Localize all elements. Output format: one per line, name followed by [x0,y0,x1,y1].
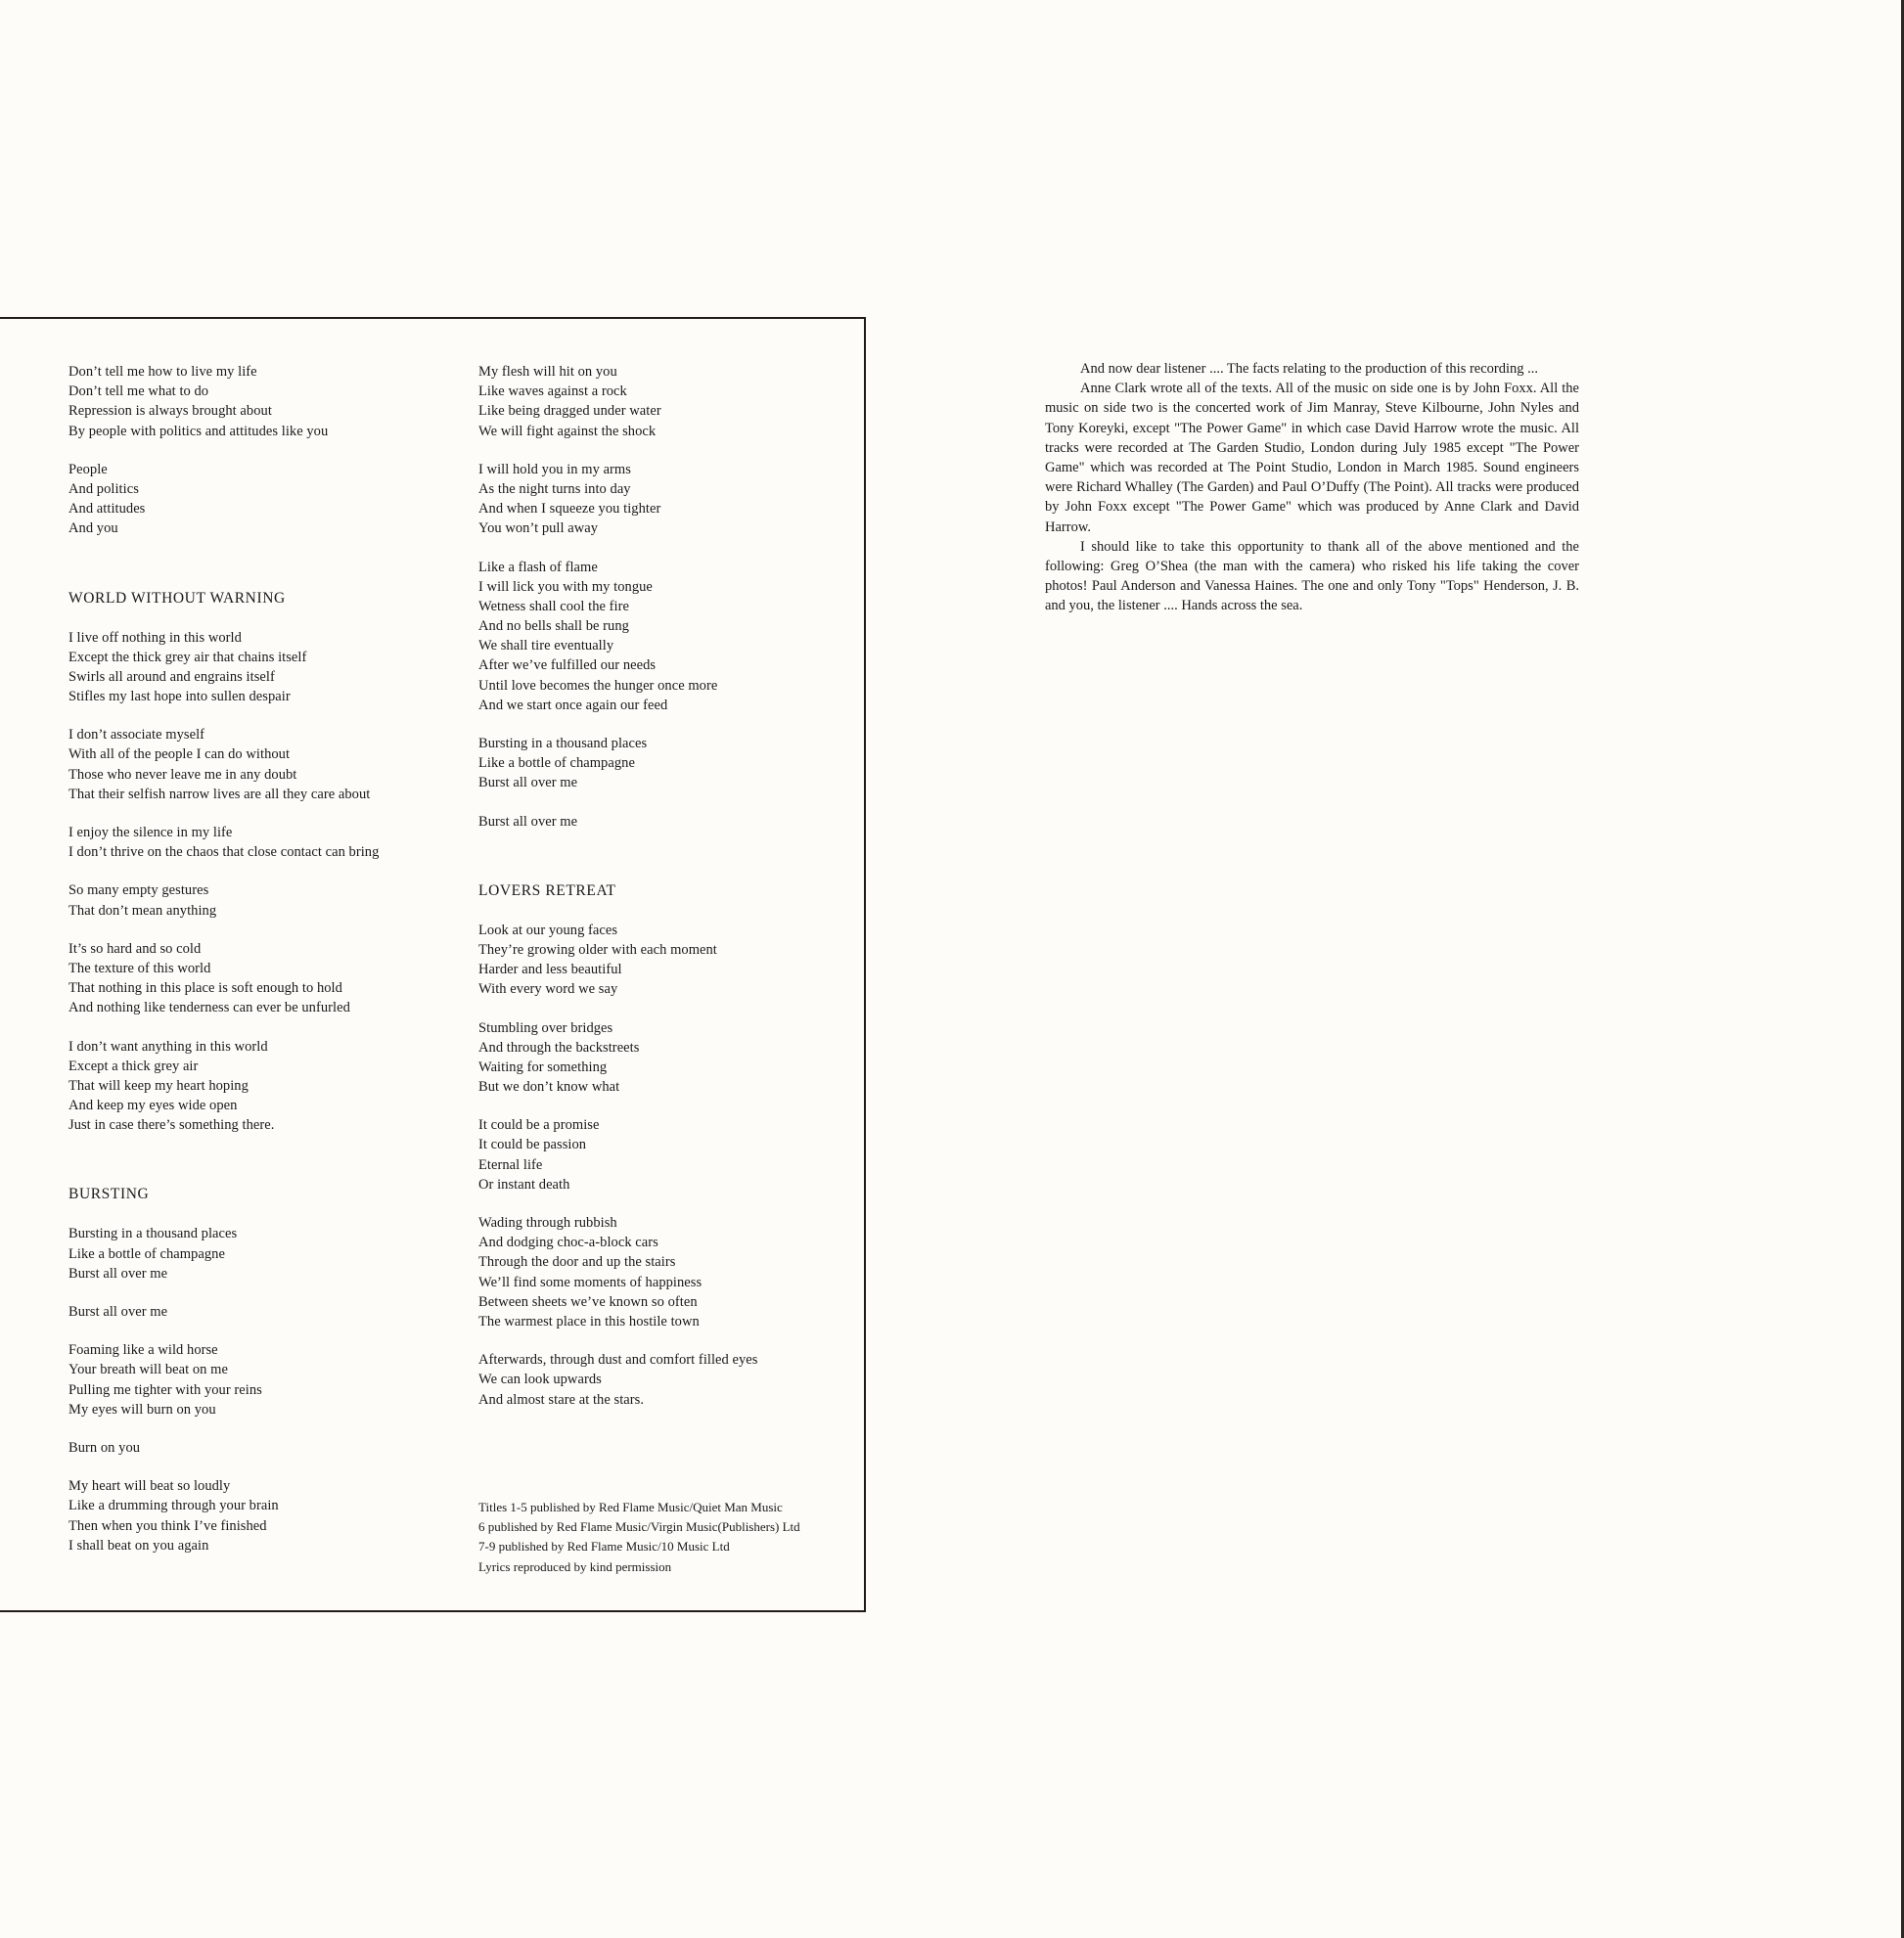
lyric-line: And through the backstreets [478,1039,640,1056]
lyric-line: It could be passion [478,1137,587,1153]
lyric-line: My flesh will hit on you [478,364,617,380]
stanza [478,558,860,716]
lyric-line: Except a thick grey air [68,1058,199,1074]
lyric-line: Waiting for something [478,1059,608,1075]
lyric-line: And keep my eyes wide open [68,1098,238,1114]
lyric-line: I shall beat on you again [68,1537,209,1554]
stanza [478,1350,860,1410]
lyric-line: After we’ve fulfilled our needs [478,657,657,674]
lyric-line: Harder and less beautiful [478,962,622,978]
lyric-line: Burst all over me [478,775,578,791]
lyric-line: Afterwards, through dust and comfort filled eyes [478,1352,758,1369]
stanza [68,939,470,1018]
lyric-line: And we start once again our feed [478,697,668,713]
liner-notes [1045,359,1579,616]
stanza [68,1302,470,1322]
lyric-line: Bursting in a thousand places [478,736,648,751]
stanza [478,812,860,832]
lyric-line: And nothing like tenderness can ever be unfurled [68,1000,350,1016]
credit-line: 7-9 published by Red Flame Music/10 Music Ltd [478,1539,730,1555]
lyric-line: Wetness shall cool the fire [478,598,629,614]
stanza [478,1115,860,1194]
lyric-line: Like a flash of flame [478,559,598,575]
lyric-line: Burst all over me [68,1304,168,1320]
lyric-line: As the night turns into day [478,480,631,497]
lyric-line: Those who never leave me in any doubt [68,766,297,783]
lyric-line: My heart will beat so loudly [68,1478,231,1495]
lyric-line: Between sheets we’ve known so often [478,1293,698,1310]
lyric-line: Don’t tell me what to do [68,383,209,400]
stanza [478,734,860,793]
notes-paragraph: And now dear listener .... The facts relating to the production of this recording ... [1080,361,1539,377]
lyrics-panel [0,317,866,1612]
lyric-line: Bursting in a thousand places [68,1226,238,1242]
song-title: WORLD WITHOUT WARNING [68,589,286,607]
stanza [68,1476,470,1555]
lyric-line: With all of the people I can do without [68,746,291,763]
lyric-line: That their selfish narrow lives are all they care about [68,786,371,802]
lyric-line: Like a bottle of champagne [478,755,635,772]
lyric-line: Then when you think I’ve finished [68,1517,267,1534]
notes-paragraph: Anne Clark wrote all of the texts. All of the music on side one is by John Foxx. All the music on side two is the concerted work of Jim Manray, Steve Kilbourne, John Nyles and Tony Koreyki, except "The Power Game" in which case David Harrow wrote the music. All tracks were recorded at The Garden Studio, London during July 1985 except "The Power Game" which was recorded at The Point Studio, London in March 1985. Sound engineers were Richard Whalley (The Garden) and Paul O’Duffy (The Point). All tracks were produced by John Foxx except "The Power Game" which was produced by Anne Clark and David Harrow. [1045,381,1579,535]
lyric-line: Eternal life [478,1156,543,1173]
lyric-line: Burn on you [68,1439,141,1456]
lyric-line: We shall tire eventually [478,638,614,654]
stanza [68,725,470,804]
lyric-line: Until love becomes the hunger once more [478,677,718,694]
lyric-line: And you [68,520,118,537]
lyric-line: I don’t thrive on the chaos that close contact can bring [68,844,380,861]
song-title: LOVERS RETREAT [478,881,616,899]
lyric-line: I enjoy the silence in my life [68,825,233,840]
lyric-line: That nothing in this place is soft enough to hold [68,980,342,997]
lyric-line: I will lick you with my tongue [478,578,653,595]
lyric-line: Your breath will beat on me [68,1362,228,1378]
lyric-line: So many empty gestures [68,882,209,899]
stanza [68,460,470,539]
stanza [68,880,470,920]
notes-paragraph: I should like to take this opportunity to thank all of the above mentioned and the following: Greg O’Shea (the man with the camera) who risked his life taking the cover photos! Paul Anderson and Vanessa Haines. The one and only Tony "Tops" Henderson, J. B. and you, the listener .... Hands across the sea. [1045,538,1579,614]
lyric-line: And politics [68,480,139,497]
lyric-line: Stifles my last hope into sullen despair [68,689,291,705]
lyric-line: We’ll find some moments of happiness [478,1274,703,1290]
song-title: BURSTING [68,1186,150,1203]
lyric-line: My eyes will burn on you [68,1401,216,1418]
lyric-line: People [68,461,108,477]
stanza [68,823,470,862]
lyric-line: And almost stare at the stars. [478,1391,645,1408]
lyric-line: It’s so hard and so cold [68,940,202,957]
lyric-line: Burst all over me [68,1265,168,1282]
lyric-line: We will fight against the shock [478,423,657,439]
lyric-line: It could be a promise [478,1117,600,1134]
lyric-line: I live off nothing in this world [68,629,242,646]
lyric-line: I don’t associate myself [68,727,205,744]
stanza [478,1018,860,1098]
lyric-line: We can look upwards [478,1372,602,1388]
lyric-line: By people with politics and attitudes like you [68,423,329,439]
lyric-line: Like a drumming through your brain [68,1498,279,1514]
lyric-line: Swirls all around and engrains itself [68,668,275,685]
lyric-line: I will hold you in my arms [478,461,631,477]
lyric-line: Like waves against a rock [478,383,627,400]
lyric-line: That will keep my heart hoping [68,1077,249,1094]
lyrics-column-left [68,362,470,1574]
lyric-line: Or instant death [478,1176,570,1193]
lyric-line: Except the thick grey air that chains itself [68,649,307,665]
lyric-line: Foaming like a wild horse [68,1342,218,1359]
lyric-line: Pulling me tighter with your reins [68,1381,262,1398]
stanza [68,1224,470,1284]
lyric-line: I don’t want anything in this world [68,1038,268,1055]
lyric-line: With every word we say [478,981,618,998]
lyric-line: Through the door and up the stairs [478,1254,676,1271]
stanza [68,628,470,707]
publishing-credits [478,1498,860,1577]
lyric-line: Stumbling over bridges [478,1019,613,1036]
stanza [68,1340,470,1420]
credit-line: 6 published by Red Flame Music/Virgin Music(Publishers) Ltd [478,1519,800,1535]
lyric-line: Like being dragged under water [478,403,661,420]
stanza [478,1213,860,1331]
lyric-line: And dodging choc-a-block cars [478,1235,658,1251]
stanza [478,362,860,441]
lyric-line: You won’t pull away [478,520,599,537]
credit-line: Titles 1-5 published by Red Flame Music/Quiet Man Music [478,1500,783,1514]
stanza [68,1037,470,1136]
credit-line: Lyrics reproduced by kind permission [478,1558,672,1574]
lyric-line: Don’t tell me how to live my life [68,364,257,380]
lyric-line: The texture of this world [68,960,211,976]
lyric-line: Just in case there’s something there. [68,1117,275,1134]
lyric-line: And when I squeeze you tighter [478,501,661,518]
stanza [68,362,470,441]
lyric-line: Like a bottle of champagne [68,1245,225,1262]
lyric-line: Burst all over me [478,813,578,830]
lyric-line: That don’t mean anything [68,902,217,919]
lyrics-column-right [478,362,860,1428]
stanza [478,460,860,539]
stanza [478,921,860,1000]
lyric-line: The warmest place in this hostile town [478,1313,700,1330]
lyric-line: But we don’t know what [478,1079,620,1096]
lyric-line: They’re growing older with each moment [478,941,717,958]
lyric-line: And no bells shall be rung [478,618,629,635]
lyric-line: Wading through rubbish [478,1215,617,1231]
lyric-line: Look at our young faces [478,922,618,938]
stanza [68,1438,470,1458]
lyric-line: Repression is always brought about [68,403,272,420]
lyric-line: And attitudes [68,501,146,518]
